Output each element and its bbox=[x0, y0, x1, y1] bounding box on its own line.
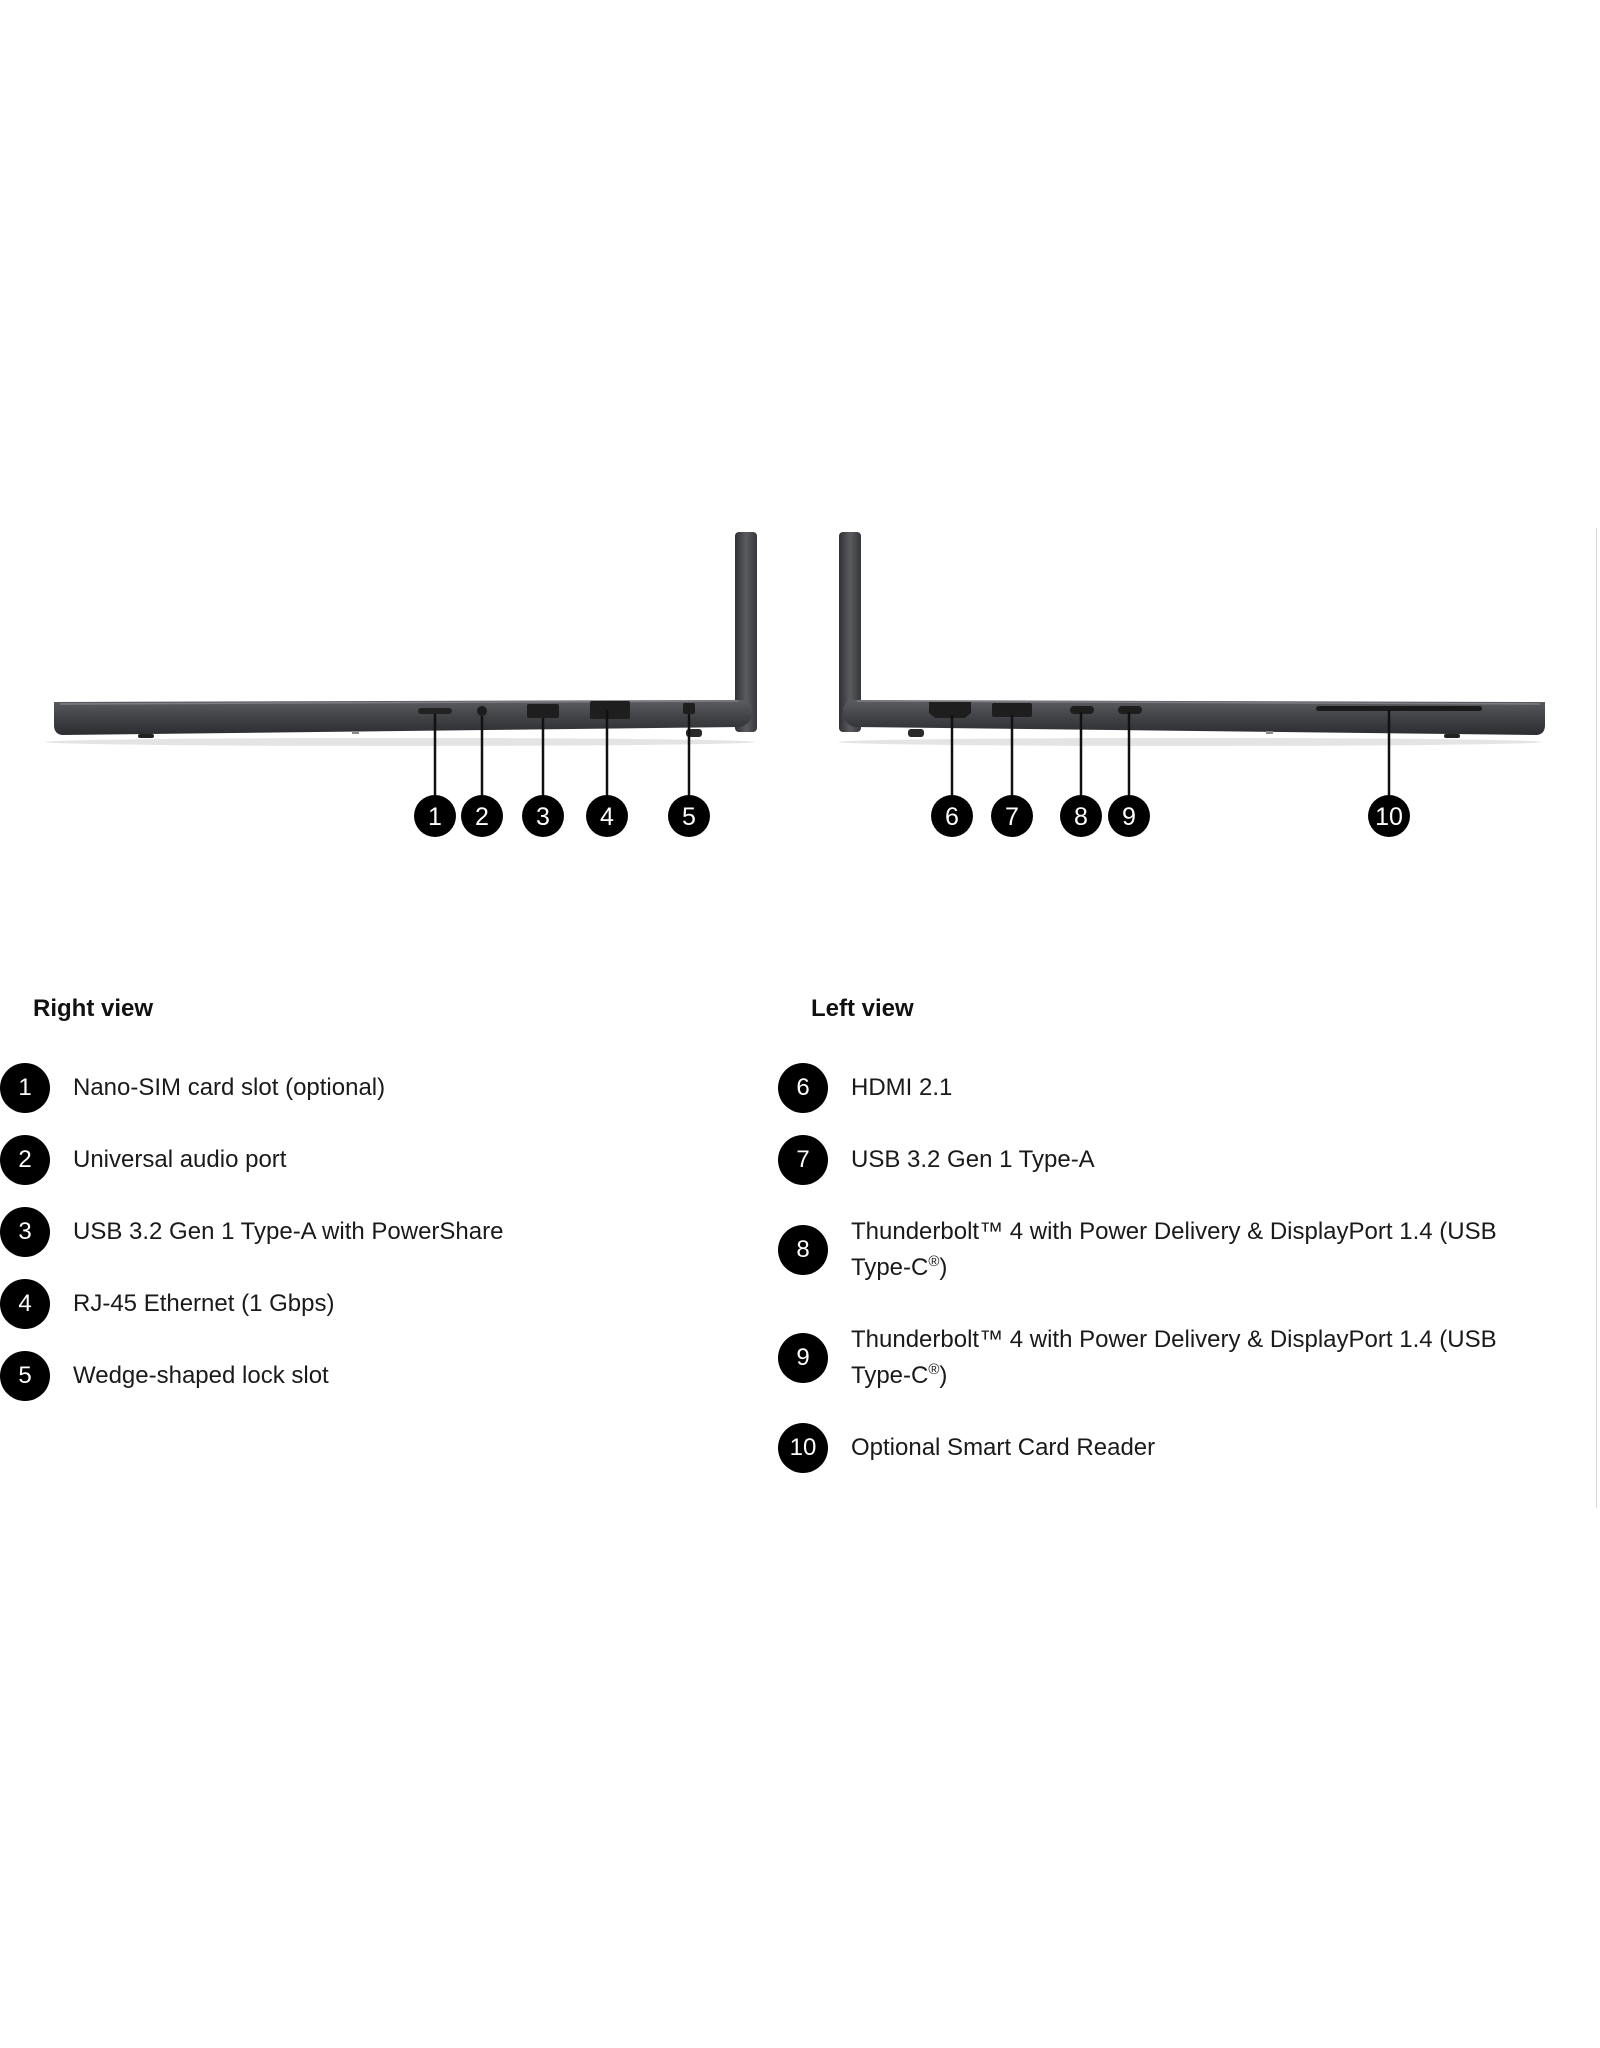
legend-item bbox=[0, 1340, 503, 1412]
legend-item bbox=[0, 1124, 503, 1196]
legend-label: USB 3.2 Gen 1 Type-A with PowerShare bbox=[73, 1218, 504, 1245]
number-badge: 10 bbox=[778, 1423, 828, 1473]
registered-mark: ® bbox=[928, 1361, 940, 1378]
callout-8 bbox=[1060, 795, 1102, 837]
legend-label-main: Thunderbolt™ 4 with Power Delivery & DisplayPort 1.4 (USB Type-C bbox=[851, 1326, 1497, 1389]
legend-item bbox=[0, 1052, 503, 1124]
callout-number: 2 bbox=[475, 803, 489, 831]
legend-label bbox=[851, 1214, 1548, 1286]
legend-label-end: ) bbox=[939, 1362, 948, 1389]
number-badge: 7 bbox=[778, 1135, 828, 1185]
callout-number: 8 bbox=[1074, 803, 1088, 831]
left-view-title: Left view bbox=[811, 995, 914, 1022]
hdmi-port-shape bbox=[929, 702, 971, 718]
rj45-port-shape bbox=[590, 701, 630, 719]
legend-label: Wedge-shaped lock slot bbox=[73, 1362, 329, 1389]
legend-label: Universal audio port bbox=[73, 1146, 287, 1173]
left-view-laptop bbox=[838, 532, 1545, 814]
callout-5 bbox=[668, 795, 710, 837]
callout-number: 10 bbox=[1375, 803, 1403, 831]
legend-label-end: ) bbox=[939, 1254, 948, 1281]
laptop-side-views-illustration bbox=[0, 520, 1600, 860]
number-badge: 4 bbox=[0, 1279, 50, 1329]
number-badge: 6 bbox=[778, 1063, 828, 1113]
number-badge: 1 bbox=[0, 1063, 50, 1113]
callout-4 bbox=[586, 795, 628, 837]
smart-card-slot-shape bbox=[1316, 706, 1482, 711]
legend-item bbox=[778, 1196, 1548, 1304]
lock-slot-shape bbox=[683, 703, 695, 714]
callout-9 bbox=[1108, 795, 1150, 837]
legend-item bbox=[778, 1124, 1548, 1196]
legend-label: RJ-45 Ethernet (1 Gbps) bbox=[73, 1290, 335, 1317]
legend-item bbox=[778, 1304, 1548, 1412]
legend-item bbox=[0, 1268, 503, 1340]
number-badge: 2 bbox=[0, 1135, 50, 1185]
number-badge: 5 bbox=[0, 1351, 50, 1401]
callout-3 bbox=[522, 795, 564, 837]
callout-number: 6 bbox=[945, 803, 959, 831]
number-badge: 9 bbox=[778, 1333, 828, 1383]
callout-7 bbox=[991, 795, 1033, 837]
callout-10 bbox=[1368, 795, 1410, 837]
audio-port-shape bbox=[477, 706, 487, 716]
legend-label: Nano-SIM card slot (optional) bbox=[73, 1074, 386, 1101]
legend-item bbox=[778, 1412, 1548, 1484]
left-view-legend bbox=[778, 1052, 1548, 1484]
registered-mark: ® bbox=[928, 1253, 940, 1270]
callout-number: 3 bbox=[536, 803, 550, 831]
legend-label: Optional Smart Card Reader bbox=[851, 1434, 1156, 1461]
legend-item bbox=[0, 1196, 503, 1268]
right-view-laptop bbox=[45, 532, 757, 814]
nano-sim-slot-shape bbox=[418, 708, 452, 714]
legend-label: USB 3.2 Gen 1 Type-A bbox=[851, 1146, 1095, 1173]
usb-a-port-left-shape bbox=[992, 703, 1032, 717]
callout-1 bbox=[414, 795, 456, 837]
callout-6 bbox=[931, 795, 973, 837]
callout-number: 4 bbox=[600, 803, 614, 831]
legend-label: HDMI 2.1 bbox=[851, 1074, 953, 1101]
legend-item bbox=[778, 1052, 1548, 1124]
right-view-legend bbox=[0, 1052, 503, 1412]
callout-number: 5 bbox=[682, 803, 696, 831]
number-badge: 8 bbox=[778, 1225, 828, 1275]
number-badge: 3 bbox=[0, 1207, 50, 1257]
legend-label-main: Thunderbolt™ 4 with Power Delivery & DisplayPort 1.4 (USB Type-C bbox=[851, 1218, 1497, 1281]
callout-number: 9 bbox=[1122, 803, 1136, 831]
callout-2 bbox=[461, 795, 503, 837]
right-view-title: Right view bbox=[33, 995, 154, 1022]
usb-a-port-shape bbox=[527, 704, 559, 718]
callout-number: 1 bbox=[428, 803, 442, 831]
callout-number: 7 bbox=[1005, 803, 1019, 831]
legend-label bbox=[851, 1322, 1548, 1394]
